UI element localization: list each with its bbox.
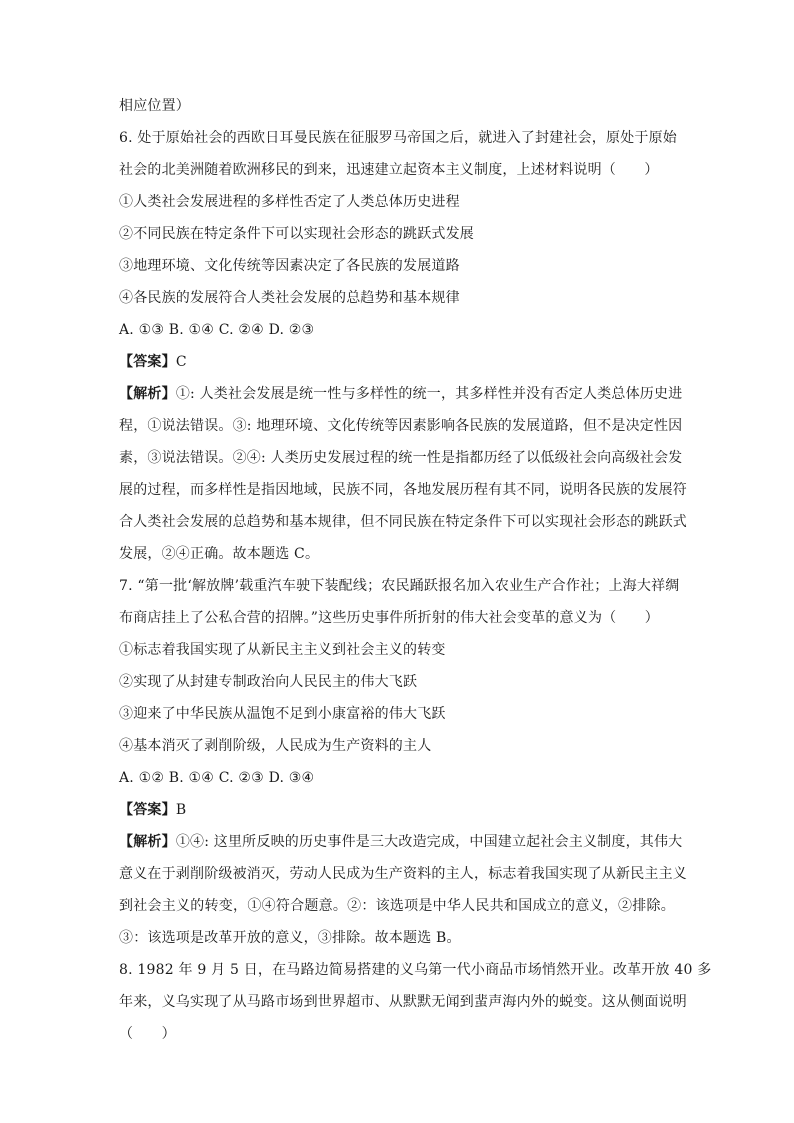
answer-label: 【答案】 <box>119 354 176 370</box>
continuation-text: 相应位置） <box>119 98 190 114</box>
question-7-statement-2: ②实现了从封建专制政治向人民民主的伟大飞跃 <box>119 674 418 690</box>
question-6-analysis-line-4: 展的过程，而多样性是指因地域，民族不同，各地发展历程有其不同，说明各民族的发展符 <box>119 482 687 498</box>
question-7-analysis-line-4: ③：该选项是改革开放的意义，③排除。故本题选 B。 <box>119 930 461 946</box>
question-6-analysis-line-6: 发展，②④正确。故本题选 C。 <box>119 546 320 562</box>
answer-label: 【答案】 <box>119 802 176 818</box>
question-6-stem-line-1: 6. 处于原始社会的西欧日耳曼民族在征服罗马帝国之后，就进入了封建社会，原处于原始 <box>119 130 678 146</box>
answer-value: C <box>175 354 187 370</box>
question-6-analysis-line-3: 素，③说法错误。②④: 人类历史发展过程的统一性是指都历经了以低级社会向高级社会发 <box>119 450 683 466</box>
question-7-answer <box>119 800 186 820</box>
analysis-text: ①: 人类社会发展是统一性与多样性的统一，其多样性并没有否定人类总体历史进 <box>175 386 683 402</box>
question-7-statement-4: ④基本消灭了剥削阶级，人民成为生产资料的主人 <box>119 738 432 754</box>
analysis-label: 【解析】 <box>119 386 176 402</box>
question-6-statement-4: ④各民族的发展符合人类社会发展的总趋势和基本规律 <box>119 290 460 306</box>
answer-value: B <box>175 802 187 818</box>
question-6-answer <box>119 352 187 372</box>
question-7-stem-line-1: 7. “第一批‘解放牌’载重汽车驶下装配线；农民踊跃报名加入农业生产合作社；上海大祥绸 <box>119 578 680 594</box>
question-7-statement-1: ①标志着我国实现了从新民主主义到社会主义的转变 <box>119 642 446 658</box>
analysis-label: 【解析】 <box>119 834 176 850</box>
question-7-statement-3: ③迎来了中华民族从温饱不足到小康富裕的伟大飞跃 <box>119 706 446 722</box>
question-7-options: A. ①② B. ①④ C. ②③ D. ③④ <box>119 770 315 786</box>
question-7-analysis-line-3: 到社会主义的转变，①④符合题意。②：该选项是中华人民共和国成立的意义，②排除。 <box>119 898 675 914</box>
question-8-stem-line-1: 8. 1982 年 9 月 5 日，在马路边简易搭建的义乌第一代小商品市场悄然开业。改革开放 40 多 <box>119 962 712 978</box>
question-6-statement-3: ③地理环境、文化传统等因素决定了各民族的发展道路 <box>119 258 460 274</box>
question-7-analysis-line-2: 意义在于剥削阶级被消灭，劳动人民成为生产资料的主人，标志着我国实现了从新民主主义 <box>119 866 687 882</box>
question-6-options: A. ①③ B. ①④ C. ②④ D. ②③ <box>119 322 315 338</box>
question-7-stem-line-2: 布商店挂上了公私合营的招牌。”这些历史事件所折射的伟大社会变革的意义为（ ） <box>119 610 659 626</box>
question-6-analysis-line-5: 合人类社会发展的总趋势和基本规律，但不同民族在特定条件下可以实现社会形态的跳跃式 <box>119 514 687 530</box>
question-6-analysis-line-1 <box>119 384 683 404</box>
question-7-analysis-line-1 <box>119 832 683 852</box>
analysis-text: ①④: 这里所反映的历史事件是三大改造完成，中国建立起社会主义制度，其伟大 <box>175 834 683 850</box>
question-6-statement-2: ②不同民族在特定条件下可以实现社会形态的跳跃式发展 <box>119 226 474 242</box>
question-8-stem-line-3: （ ） <box>119 1026 176 1042</box>
question-6-statement-1: ①人类社会发展进程的多样性否定了人类总体历史进程 <box>119 194 460 210</box>
question-6-analysis-line-2: 程，①说法错误。③: 地理环境、文化传统等因素影响各民族的发展道路，但不是决定性因 <box>119 418 683 434</box>
question-8-stem-line-2: 年来，义乌实现了从马路市场到世界超市、从默默无闻到蜚声海内外的蜕变。这从侧面说明 <box>119 994 687 1010</box>
question-6-stem-line-2: 社会的北美洲随着欧洲移民的到来，迅速建立起资本主义制度，上述材料说明（ ） <box>119 162 659 178</box>
